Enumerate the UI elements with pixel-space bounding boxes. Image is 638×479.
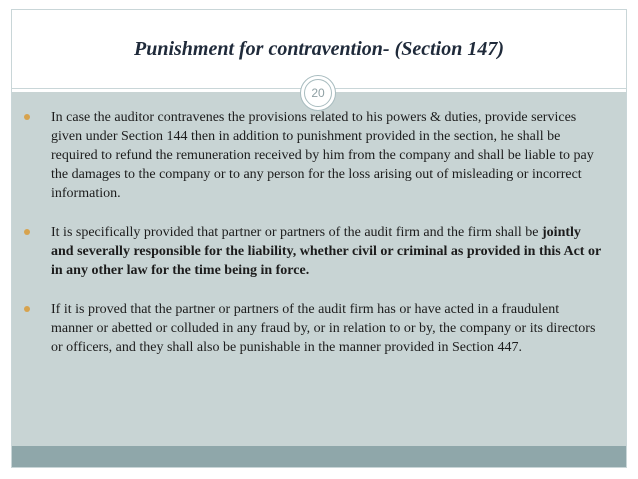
bullet-dot-icon: [24, 229, 30, 235]
bullet-text: If it is proved that the partner or partners of the audit firm has or have acted in a fraudulent manner or abetted or colluded in any fraud by, or in relation to or by, the company or its directors or officers, and they shall also be punishable in the manner provided in Section 447.: [51, 302, 596, 355]
bullet-item: [24, 223, 604, 280]
bullet-item: [24, 108, 604, 203]
bullet-text-emphasis: jointly and severally responsible for the liability, whether civil or criminal as provided in this Act or in any other law for the time being in force.: [51, 225, 601, 278]
bullet-list: [24, 108, 604, 377]
page-number-badge: [300, 75, 336, 111]
page-number: 20: [304, 79, 332, 107]
bullet-item: [24, 300, 604, 357]
bullet-text: It is specifically provided that partner or partners of the audit firm and the firm shall be: [51, 225, 543, 240]
footer-bar: [12, 446, 626, 467]
bullet-text: In case the auditor contravenes the provisions related to his powers & duties, provide services given under Section 144 then in addition to punishment provided in the section, he shall be required to refund the remuneration received by him from the company and shall be liable to pay the damages to the company or to any person for the loss arising out of misleading or incorrect information.: [51, 110, 594, 201]
bullet-dot-icon: [24, 306, 30, 312]
slide-title: Punishment for contravention- (Section 147): [133, 38, 505, 60]
bullet-dot-icon: [24, 114, 30, 120]
